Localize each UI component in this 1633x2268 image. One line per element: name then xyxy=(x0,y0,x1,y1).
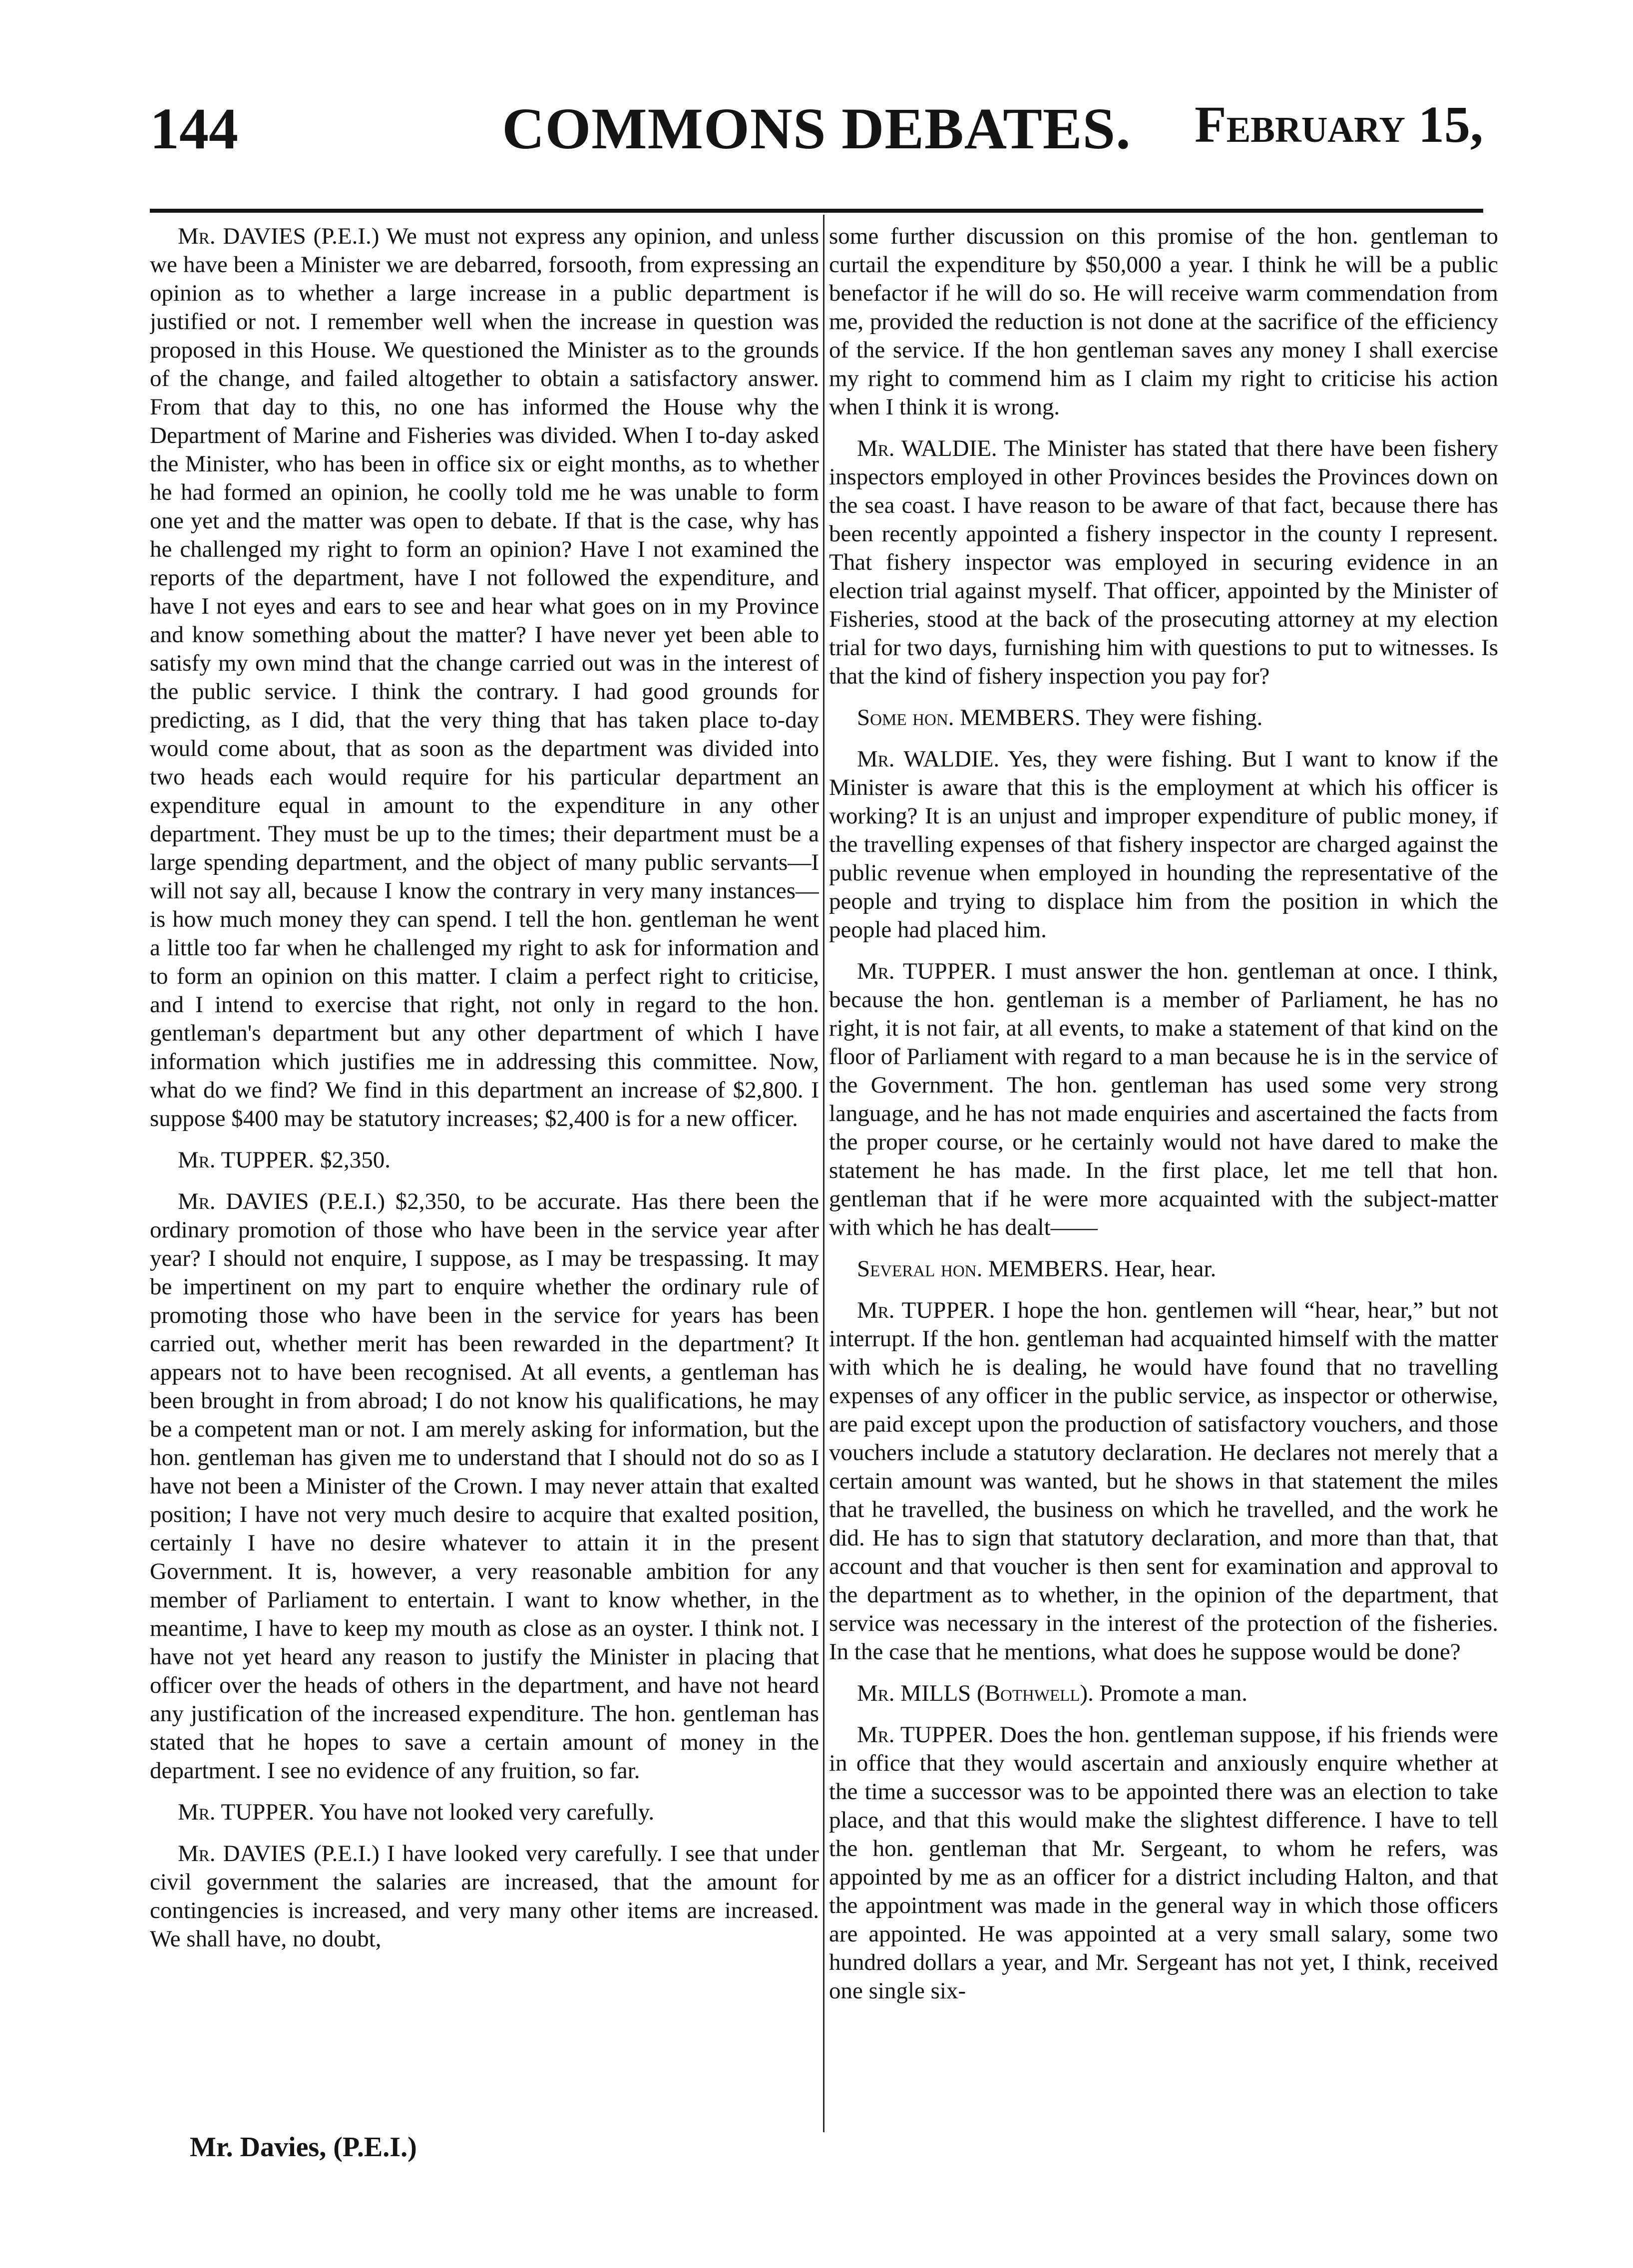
left-column xyxy=(150,222,819,2125)
speech-paragraph xyxy=(829,1255,1498,1283)
speech-paragraph xyxy=(829,1721,1498,2005)
speaker-name: Mr. WALDIE. xyxy=(857,435,997,461)
speech-text: Hear, hear. xyxy=(1115,1256,1217,1282)
speech-paragraph xyxy=(829,222,1498,421)
speaker-name: Mr. DAVIES (P.E.I.) xyxy=(178,1188,386,1214)
speaker-name: Several hon. MEMBERS. xyxy=(857,1256,1109,1282)
speech-paragraph xyxy=(829,704,1498,732)
speech-paragraph xyxy=(829,1296,1498,1666)
speech-paragraph xyxy=(150,222,819,1133)
speaker-name: Mr. DAVIES (P.E.I.) xyxy=(178,223,380,249)
speech-text: You have not looked very carefully. xyxy=(319,1799,655,1825)
speaker-name: Mr. TUPPER. xyxy=(178,1799,315,1825)
speech-text: $2,350. xyxy=(320,1147,391,1173)
column-divider xyxy=(823,215,824,2132)
speaker-name: Some hon. MEMBERS. xyxy=(857,705,1081,731)
speech-paragraph xyxy=(150,1840,819,1953)
page-date: February 15, xyxy=(1195,96,1483,153)
speaker-name: Mr. TUPPER. xyxy=(857,1722,994,1748)
speech-paragraph xyxy=(829,434,1498,691)
page-header xyxy=(150,95,1483,210)
speech-paragraph xyxy=(150,1798,819,1827)
page-title: COMMONS DEBATES. xyxy=(502,96,1131,161)
speaker-name: Mr. DAVIES (P.E.I.) xyxy=(178,1841,380,1867)
speech-text: Does the hon. gentleman suppose, if his friends were in office that they would ascertain and anxiously enquire whether at the time a successor was to be appointed there was an election to take place, and that this would make the slightest difference. I have to tell the hon. gentleman that Mr. Sergeant, to whom he refers, was appointed by me as an officer for a district including Halton, and that the appointment was made in the general way in which those officers are appointed. He was appointed at a very small salary, some two hundred dollars a year, and Mr. Sergeant has not yet, I think, received one single six- xyxy=(829,1722,1498,2004)
speech-text: They were fishing. xyxy=(1086,705,1263,731)
speech-text: some further discussion on this promise of the hon. gentleman to curtail the expenditure by $50,000 a year. I think he will be a public benefactor if he will do so. He will receive warm commendation from me, provided the reduction is not done at the sacrifice of the efficiency of the service. If the hon gentleman saves any money I shall exercise my right to commend him as I claim my right to criticise his action when I think it is wrong. xyxy=(829,223,1498,420)
speaker-name: Mr. TUPPER. xyxy=(857,958,996,984)
speech-text: The Minister has stated that there have been fishery inspectors employed in other Provinces besides the Provinces down on the sea coast. I have reason to be aware of that fact, because there has been recently appointed a fishery inspector in the county I represent. That fishery inspector was employed in securing evidence in an election trial against myself. That officer, appointed by the Minister of Fisheries, stood at the back of the prosecuting attorney at my election trial for two days, furnishing him with questions to put to witnesses. Is that the kind of fishery inspection you pay for? xyxy=(829,435,1498,689)
speech-text: I must answer the hon. gentleman at once. I think, because the hon. gentleman is a member of Parliament, he has no right, it is not fair, at all events, to make a statement of that kind on the floor of Parliament with regard to a man because he is in the service of the Government. The hon. gentleman has used some very strong language, and he has not made enquiries and ascertained the facts from the proper course, or he certainly would not have dared to make the statement he has made. In the first place, let me tell that hon. gentleman that if he were more acquainted with the subject-matter with which he has dealt—— xyxy=(829,958,1498,1240)
speech-text: Promote a man. xyxy=(1099,1680,1247,1706)
speech-paragraph xyxy=(150,1187,819,1785)
speech-text: Yes, they were fishing. But I want to know if the Minister is aware that this is the employment at which his officer is working? It is an unjust and improper expenditure of public money, if the travelling expenses of that fishery inspector are charged against the public revenue when employed in hounding the representative of the people and trying to displace him from the position in which the people had placed him. xyxy=(829,746,1498,943)
speech-paragraph xyxy=(150,1146,819,1174)
footer-catchword: Mr. Davies, (P.E.I.) xyxy=(190,2132,417,2163)
speech-paragraph xyxy=(829,957,1498,1242)
speech-text: $2,350, to be accurate. Has there been the ordinary promotion of those who have been in the service year after year? I should not enquire, I suppose, as I may be trespassing. It may be impertinent on my part to enquire whether the ordinary rule of promoting those who have been in the service for years has been carried out, whether merit has been rewarded in the department? It appears not to have been recognised. At all events, a gentleman has been brought in from abroad; I do not know his qualifications, he may be a competent man or not. I am merely asking for information, but the hon. gentleman has given me to understand that I should not do so as I have not been a Minister of the Crown. I may never attain that exalted position; I have not very much desire to acquire that exalted position, certainly I have no desire whatever to attain it in the present Government. It is, however, a very reasonable ambition for any member of Parliament to entertain. I want to know whether, in the meantime, I have to keep my mouth as close as an oyster. I think not. I have not yet heard any reason to justify the Minister in placing that officer over the heads of others in the department, and have not heard any justification of the increased expenditure. The hon. gentleman has stated that he hopes to save a certain amount of money in the department. I see no evidence of any fruition, so far. xyxy=(150,1188,819,1784)
speech-text: We must not express any opinion, and unless we have been a Minister we are deb﻿arred, forsooth, from expressing an opinion as to whether a large increase in a public department is justified or not. I remember well when the increase in question was proposed in this House. We questioned the Minister as to the grounds of the change, and failed altogether to obtain a satisfactory answer. From that day to this, no one has informed the House why the Department of Marine and Fisheries was divided. When I to-day asked the Minister, who has been in office six or eight months, as to whether he had formed an opinion, he coolly told me he was unable to form one yet and the matter was open to debate. If that is the case, why has he challenged my right to form an opinion? Have I not examined the reports of the department, have I not followed the expenditure, and have I not eyes and ears to see and hear what goes on in my Province and know something about the matter? I have never yet been able to satisfy my own mind that the change carried out was in the interest of the public service. I think the contrary. I had good grounds for predicting, as I did, that the very thing that has taken place to-day would come about, that as soon as the department was divided into two heads each would require for his particular department an expenditure equal in amount to the expenditure in any other department. They must be up to the times; their department must be a large spending department, and the object of many public servants—I will not say all, because I know the contrary in very many instances—is how much money they can spend. I tell the hon. gentleman he went a little too far when he challenged my right to ask for information and to form an opinion on this matter. I claim a perfect right to criticise, and I intend to exercise that right, not only in regard to the hon. gentleman's department but any other department of which I have information which justifies me in addressing this committee. Now, what do we find? We find in this department an increase of $2,800. I suppose $400 may be statutory increases; $2,400 is for a new officer. xyxy=(150,223,819,1132)
speaker-name: Mr. TUPPER. xyxy=(857,1297,995,1323)
page-number: 144 xyxy=(150,96,238,161)
speech-text: I have looked very carefully. I see that under civil government the salaries are increased, that the amount for contingencies is increased, and very many other items are increased. We shall have, no doubt, xyxy=(150,1841,819,1952)
header-rule xyxy=(150,209,1483,213)
speech-paragraph xyxy=(829,745,1498,944)
speaker-name: Mr. TUPPER. xyxy=(178,1147,315,1173)
speaker-name: Mr. WALDIE. xyxy=(857,746,1000,772)
speech-paragraph xyxy=(829,1679,1498,1708)
speech-text: I hope the hon. gentlemen will “hear, hear,” but not interrupt. If the hon. gentleman had acquainted himself with the matter with which he is dealing, he would have found that no travelling expenses of any officer in the public service, as inspector or otherwise, are paid except upon the production of satisfactory vouchers, and those vouchers include a statutory declaration. He declares not merely that a certain amount was wanted, but he shows in that statement the miles that he travelled, the business on which he travelled, and the work he did. He has to sign that statutory declaration, and more than that, that account and that voucher is then sent for examination and approval to the department as to whether, in the opinion of the department, that service was necessary in the interest of the protection of the fisheries. In the case that he mentions, what does he suppose would be done? xyxy=(829,1297,1498,1665)
speaker-name: Mr. MILLS (Bothwell). xyxy=(857,1680,1094,1706)
right-column xyxy=(829,222,1498,2125)
